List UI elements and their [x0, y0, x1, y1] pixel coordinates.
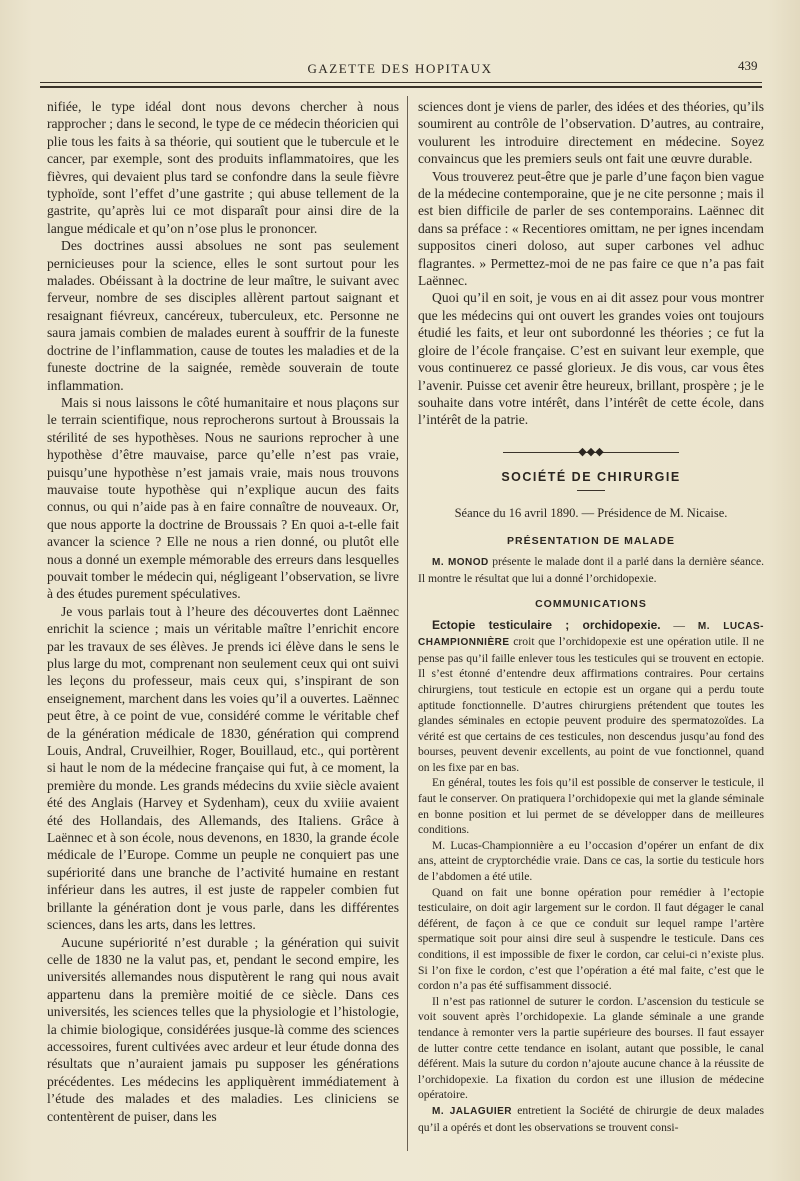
communications-heading: COMMUNICATIONS — [535, 598, 647, 611]
left-paragraph-4: Je vous parlais tout à l’heure des découvertes dont Laënnec enrichit la science ; mais un véritable maître l’enrichit encore par les travaux de ses élèves. Je prends ici élève dans le sens le plus large du mot, comprenant non seulement ceux qui ont suivi les leçons du professeur, mais ceux qui, s’inspirant de son enseignement, marchent dans les voies qu’il a ouvertes. Laënnec peut être, à ce point de vue, considéré comme le véritable chef de la génération médicale de 1830, génération qui comprend Louis, Andral, Cruveilhier, Roger, Bouillaud, etc., qui portèrent si haut le nom de la médecine française qui fut, à ce moment, la première du monde. Les grands médecins du xviie siècle avaient été des Anglais (Harvey et Sydenham), ceux du xviiie avaient été des Hollandais, des Allemands, des Italiens. Grâce à Laënnec et à son école, nous devenons, en 1830, la grande école médicale de l’Europe. Comme un peuple ne conquiert pas une supériorité dans une branche de l’activité humaine en restant inférieur dans les autres, il est juste de rappeler combien fut brillante la génération dont je vous parle, dans les différentes sciences, dans les arts, dans les lettres. — [47, 603, 399, 933]
left-paragraph-1: nifiée, le type idéal dont nous devons chercher à nous rapprocher ; dans le second, le type de ce médecin théoricien qui plie tous les faits à sa théorie, qui soutient que le tubercule et le cancer, par exemple, sont des produits inflammatoires, que les fièvres, qui devaient plus tard se confondre dans la seule fièvre typhoïde, sont l’effet d’une gastrite ; qui abuse tellement de la gastrite, qu’après lui ce mot disparaît pour ainsi dire de la langue médicale et qu’on n’ose plus le prononcer. — [47, 99, 399, 236]
communication-paragraph-1 — [418, 618, 764, 776]
separator-ornament: ◆◆◆ — [578, 445, 604, 458]
communication-text-1: croit que l’orchidopexie est une opération utile. Il ne pense pas qu’il faille enlever tous les testicules qui se trouvent en ectopie. Il s’est étonné d’entendre deux affirmations contraires. Pour certains chirurgiens, tout testicule en ectopie est un organe qui a perdu toute aptitude fonctionnelle. D’autres chirurgiens prétendent que toutes les glandes séminales en ectopie peuvent produire des spermatozoïdes. La vérité est que certains de ces testicules, non descendus jusqu’au fond des bourses, peuvent devenir excellents, au point de vue fonctionnel, quand on les fixe par en bas. — [418, 635, 764, 774]
jalaguier-speaker: M. JALAGUIER — [432, 1105, 512, 1117]
communication-topic: Ectopie testiculaire ; orchidopexie. — [432, 617, 661, 632]
society-title: SOCIÉTÉ DE CHIRURGIE — [501, 469, 681, 484]
communication-paragraph-5: Il n’est pas rationnel de suturer le cordon. L’ascension du testicule se voit souvent après l’orchidopexie. La glande séminale a une grande tendance à remonter vers la partie supérieure des bourses. Il faut essayer de lutter contre cette tendance en isolant, autant que possible, le canal déférent. Mais la suture du cordon n’ajoute aucune chance à la réussite de l’orchidopexie. La fixation du cordon est une illusion de médecine opératoire. — [418, 994, 764, 1102]
left-paragraph-5: Aucune supériorité n’est durable ; la génération qui suivit celle de 1830 ne la valut pas, et, pendant le second empire, les universités allemandes nous disputèrent le rang qui nous avait appartenu dans la première moitié de ce siècle. Dans ces universités, les sciences telles que la physiologie et l’histologie, la chimie biologique, considérées jusque-là comme des sciences accessoires, furent cultivées avec ardeur et leur étude donna des résultats que n’auraient jamais pu supposer les générations précédentes. Les médecins les appliquèrent immédiatement à l’étude des malades et des maladies. Les cliniciens se contentèrent de puiser, dans les — [47, 934, 399, 1124]
left-paragraph-2: Des doctrines aussi absolues ne sont pas seulement pernicieuses pour la science, elles le sont surtout pour les malades. Obéissant à la doctrine de leur maître, le suivant avec ferveur, nombre de ses disciples allèrent partout saignant et resaignant fiévreux, cancéreux, tuberculeux, etc. Personne ne saura jamais combien de malades eurent à souffrir de la funeste doctrine de l’inflammation, cause de toutes les maladies et de la funeste doctrine de la saignée, remède souverain de toute inflammation. — [47, 238, 399, 393]
section-separator — [418, 443, 764, 463]
header-rule-thick — [40, 86, 762, 88]
communication-paragraph-3: M. Lucas-Championnière a eu l’occasion d’opérer un enfant de dix ans, atteint de cryptorchédie vraie. Dans ce cas, la sortie du testicule hors de l’abdomen a été utile. — [418, 838, 764, 884]
seance-line: Séance du 16 avril 1890. — Présidence de M. Nicaise. — [454, 506, 728, 521]
communication-paragraph-6 — [418, 1103, 764, 1135]
column-divider — [407, 96, 408, 1151]
header-rule-thin — [40, 82, 762, 83]
left-paragraph-3: Mais si nous laissons le côté humanitaire et nous plaçons sur le terrain scientifique, nous reprocherons surtout à Broussais la stérilité de ses hypothèses. Nous ne saurions reprocher à une hypothèse d’être mauvaise, parce qu’elle n’est pas vraie, puisqu’une hypothèse n’est jamais vraie, mais nous trouvons mauvaise toute hypothèse qui n’explique aucun des faits connus, ou qui n’aide pas à en faire connaître de nouveaux. Or, que nous apporte la doctrine de Broussais ? En quoi a-t-elle fait avancer la science ? Elle ne nous a rien donné, ou plutôt elle nous a donné un exemple mémorable des erreurs dans lesquelles pouvait tomber le médecin qui, négligeant l’observation, se livre à des études purement spéculatives. — [47, 394, 399, 602]
communication-dash: — — [660, 618, 698, 632]
left-column — [47, 98, 399, 1125]
presentation-text: présente le malade dont il a parlé dans la dernière séance. Il montre le résultat que lui a donné l’orchidopexie. — [418, 554, 764, 585]
communication-paragraph-4: Quand on fait une bonne opération pour remédier à l’ectopie testiculaire, on doit agir largement sur le cordon. Il faut dégager le canal déférent, de façon à ce que ce conduit sur lequel rampe l’artère spermatique soit pour ainsi dire seul à suspendre le testicule. Dans ces conditions, il est impossible de fixer le cordon, car celui-ci n’existe plus. Si l’on fixe le cordon, c’est que l’opération a été mal faite, c’est que le cordon n’a pas été suffisamment dissocié. — [418, 885, 764, 993]
jalaguier-text: entretient la Société de chirurgie de deux malades qu’il a opérés et dont les observations se trouvent consi- — [418, 1103, 764, 1134]
page-number: 439 — [738, 58, 758, 73]
right-paragraph-2: Vous trouverez peut-être que je parle d’une façon bien vague de la médecine contemporaine, que je ne cite personne ; mais il est bien difficile de parler de ses contemporains. Laënnec dit dans sa préface : « Recentiores omittam, ne per ignes incendam suppositos cineri doloso, aut super carbones vel adhuc flagrantes. » Permettez-moi de ne pas faire ce que n’a pas fait Laënnec. — [418, 168, 764, 289]
presentation-heading: PRÉSENTATION DE MALADE — [506, 534, 676, 547]
running-header-title: GAZETTE DES HOPITAUX — [307, 61, 493, 76]
title-underline — [577, 490, 605, 491]
right-paragraph-1: sciences dont je viens de parler, des idées et des théories, qu’ils soumirent au contrôle de l’observation. D’autres, au contraire, voulurent les introduire directement en médecine. Soyez convaincus que les premiers seuls ont fait une œuvre durable. — [418, 99, 764, 167]
presentation-speaker: M. MONOD — [432, 556, 489, 568]
communication-paragraph-2: En général, toutes les fois qu’il est possible de conserver le testicule, il faut le conserver. On pratiquera l’orchidopexie qui met la glande séminale en bonne position et lui permet de se développer dans de meilleures conditions. — [418, 776, 764, 837]
right-column — [418, 98, 764, 1135]
communication-speaker: M. LUCAS-CHAMPIONNIÈRE — [418, 620, 764, 649]
presentation-paragraph — [418, 554, 764, 586]
right-paragraph-3: Quoi qu’il en soit, je vous en ai dit assez pour vous montrer que les médecins qui ont ouvert les grandes voies ont toujours étudié les faits, et leur ont subordonné les théories ; ce fut la gloire de l’école française. C’est en suivant leur exemple, que vous continuerez ce passé glorieux. Je dis vous, car vous êtes l’avenir. Puisse cet avenir être heureux, brillant, prospère ; je le souhaite dans votre intérêt, dans l’intérêt de cette école, dans l’intérêt de la patrie. — [418, 290, 764, 428]
